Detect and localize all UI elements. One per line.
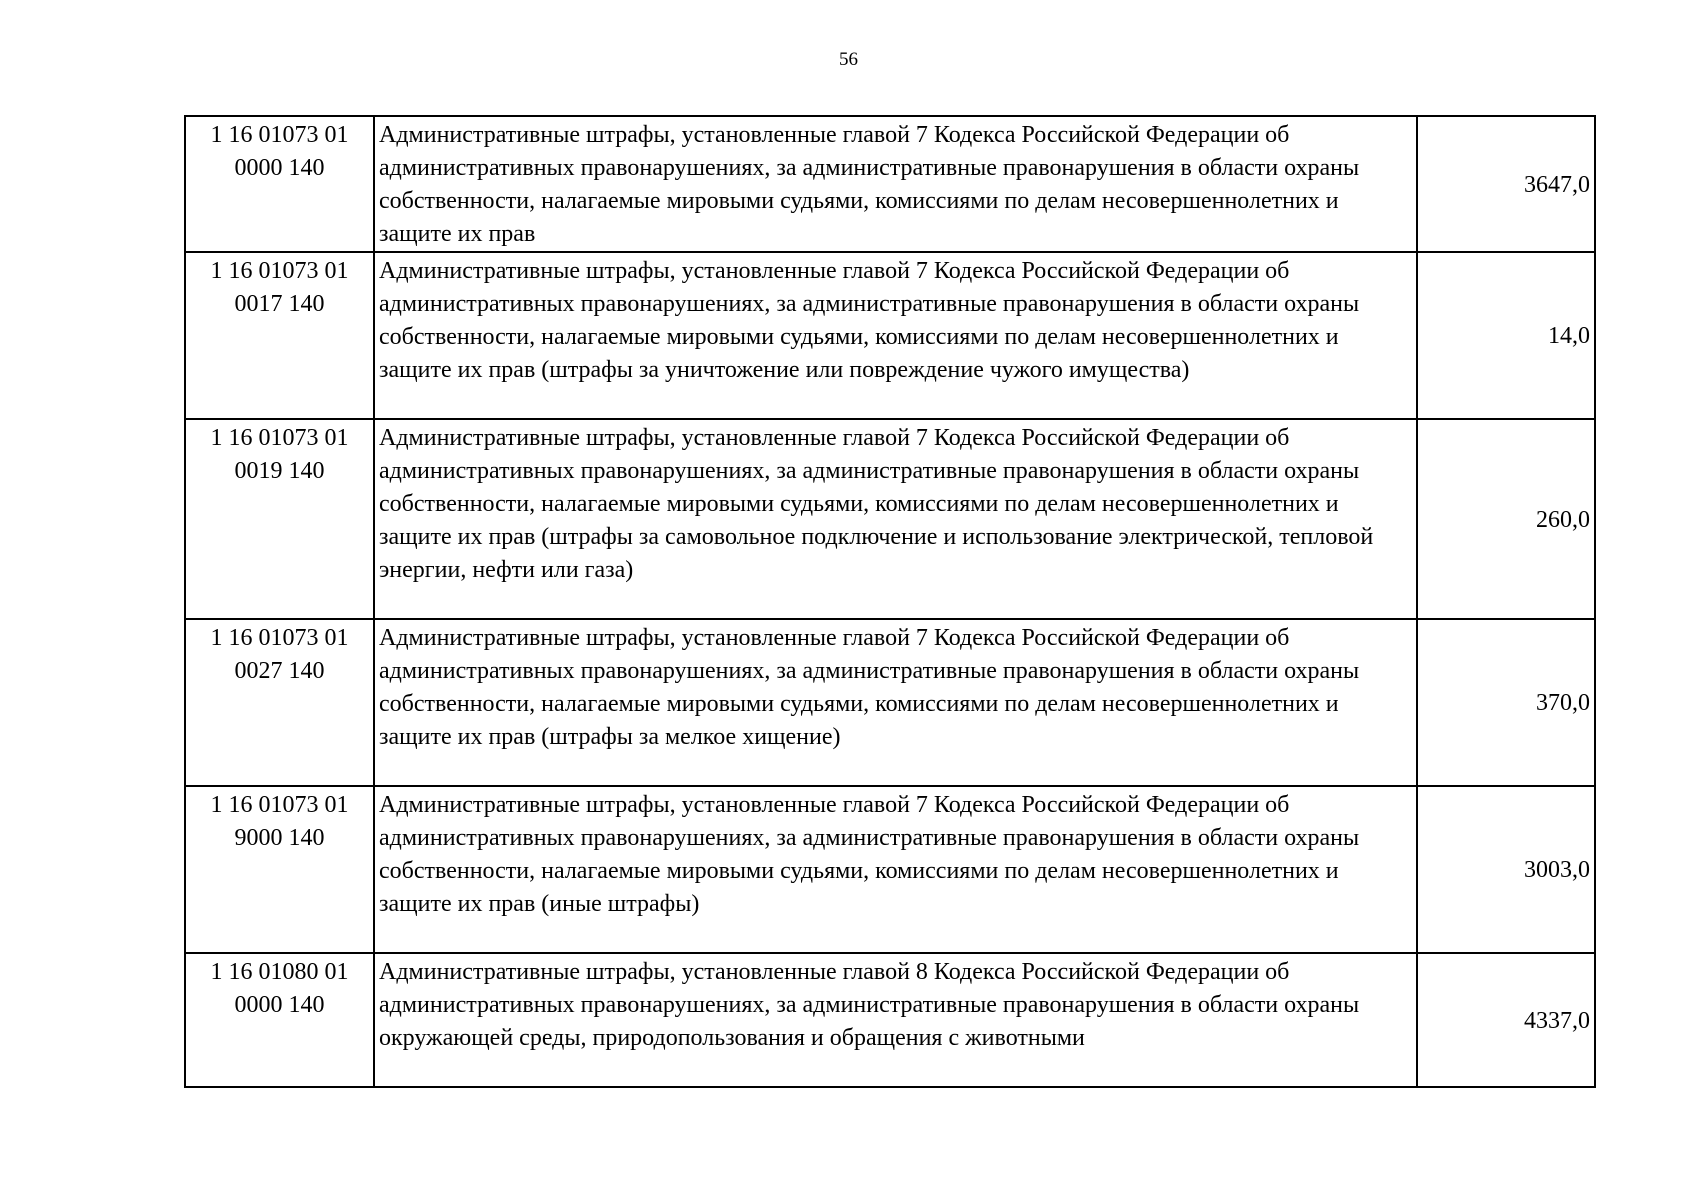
classification-code [185, 953, 374, 1087]
table-row [185, 116, 1595, 252]
budget-table [184, 115, 1596, 1088]
code-line-1: 1 16 01073 01 [210, 792, 349, 818]
code-line-2: 0017 140 [234, 291, 325, 317]
code-line-2: 0019 140 [234, 458, 325, 484]
income-description: Административные штрафы, установленные главой 8 Кодекса Российской Федерации об административных правонарушениях, за административные правонарушения в области охраны окружающей среды, природопользования и обращения с животными [374, 953, 1417, 1087]
classification-code [185, 116, 374, 252]
code-line-1: 1 16 01073 01 [210, 258, 349, 284]
classification-code [185, 786, 374, 953]
income-description: Административные штрафы, установленные главой 7 Кодекса Российской Федерации об административных правонарушениях, за административные правонарушения в области охраны собственности, налагаемые мировыми судьями, комиссиями по делам несовершеннолетних и защите их прав (штрафы за мелкое хищение) [374, 619, 1417, 786]
table-row [185, 953, 1595, 1087]
amount-value: 3647,0 [1417, 116, 1595, 252]
income-description: Административные штрафы, установленные главой 7 Кодекса Российской Федерации об административных правонарушениях, за административные правонарушения в области охраны собственности, налагаемые мировыми судьями, комиссиями по делам несовершеннолетних и защите их прав (штрафы за уничтожение или повреждение чужого имущества) [374, 252, 1417, 419]
code-line-1: 1 16 01073 01 [210, 625, 349, 651]
income-description: Административные штрафы, установленные главой 7 Кодекса Российской Федерации об административных правонарушениях, за административные правонарушения в области охраны собственности, налагаемые мировыми судьями, комиссиями по делам несовершеннолетних и защите их прав (штрафы за самовольное подключение и использование электрической, тепловой энергии, нефти или газа) [374, 419, 1417, 619]
table-row [185, 619, 1595, 786]
code-line-2: 0000 140 [234, 992, 325, 1018]
table-row [185, 786, 1595, 953]
amount-value: 260,0 [1417, 419, 1595, 619]
table-row [185, 419, 1595, 619]
code-line-2: 0027 140 [234, 658, 325, 684]
classification-code [185, 419, 374, 619]
amount-value: 3003,0 [1417, 786, 1595, 953]
classification-code [185, 619, 374, 786]
amount-value: 370,0 [1417, 619, 1595, 786]
table-row [185, 252, 1595, 419]
code-line-1: 1 16 01073 01 [210, 425, 349, 451]
page-number: 56 [839, 49, 858, 70]
code-line-1: 1 16 01073 01 [210, 122, 349, 148]
code-line-2: 0000 140 [234, 155, 325, 181]
amount-value: 4337,0 [1417, 953, 1595, 1087]
classification-code [185, 252, 374, 419]
code-line-2: 9000 140 [234, 825, 325, 851]
code-line-1: 1 16 01080 01 [210, 959, 349, 985]
amount-value: 14,0 [1417, 252, 1595, 419]
income-description: Административные штрафы, установленные главой 7 Кодекса Российской Федерации об административных правонарушениях, за административные правонарушения в области охраны собственности, налагаемые мировыми судьями, комиссиями по делам несовершеннолетних и защите их прав [374, 116, 1417, 252]
income-description: Административные штрафы, установленные главой 7 Кодекса Российской Федерации об административных правонарушениях, за административные правонарушения в области охраны собственности, налагаемые мировыми судьями, комиссиями по делам несовершеннолетних и защите их прав (иные штрафы) [374, 786, 1417, 953]
